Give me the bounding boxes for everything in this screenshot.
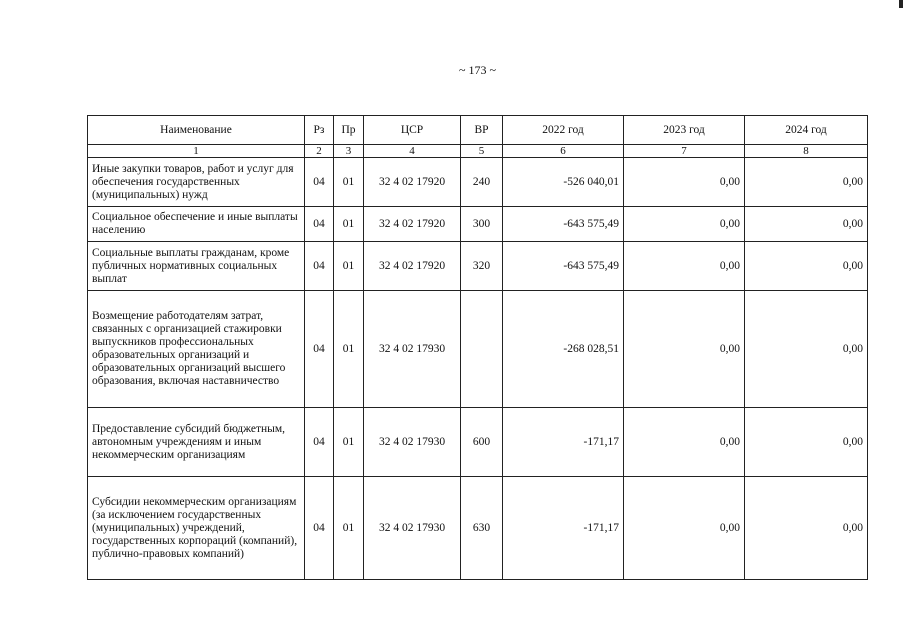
row-2023: 0,00: [624, 158, 745, 207]
row-2024: 0,00: [745, 291, 868, 408]
header-2024: 2024 год: [745, 116, 868, 145]
row-pr: 01: [334, 207, 364, 242]
column-number: 4: [364, 145, 461, 158]
column-number: 5: [461, 145, 503, 158]
header-2022: 2022 год: [503, 116, 624, 145]
row-2024: 0,00: [745, 207, 868, 242]
row-csr: 32 4 02 17920: [364, 158, 461, 207]
header-name: Наименование: [88, 116, 305, 145]
row-rz: 04: [305, 242, 334, 291]
row-2022: -643 575,49: [503, 207, 624, 242]
table-row: [88, 207, 868, 242]
row-vr: 300: [461, 207, 503, 242]
row-rz: 04: [305, 291, 334, 408]
row-2023: 0,00: [624, 477, 745, 580]
column-number: 3: [334, 145, 364, 158]
row-name: Иные закупки товаров, работ и услуг для обеспечения государственных (муниципальных) нужд: [88, 158, 305, 207]
table-row: [88, 408, 868, 477]
row-name: Субсидии некоммерческим организациям (за исключением государственных (муниципальных) учреждений, государственных корпораций (компаний), публично-правовых компаний): [88, 477, 305, 580]
table-row: [88, 242, 868, 291]
header-rz: Рз: [305, 116, 334, 145]
row-2024: 0,00: [745, 477, 868, 580]
row-vr: 600: [461, 408, 503, 477]
column-number: 2: [305, 145, 334, 158]
header-2023: 2023 год: [624, 116, 745, 145]
budget-table: [87, 115, 868, 580]
row-csr: 32 4 02 17920: [364, 207, 461, 242]
table-row: [88, 477, 868, 580]
row-2022: -171,17: [503, 408, 624, 477]
scan-edge-mark: [899, 0, 903, 8]
page-number: ~ 173 ~: [459, 63, 496, 77]
row-rz: 04: [305, 408, 334, 477]
row-2022: -643 575,49: [503, 242, 624, 291]
header-csr: ЦСР: [364, 116, 461, 145]
table-row: [88, 158, 868, 207]
row-2024: 0,00: [745, 408, 868, 477]
row-rz: 04: [305, 207, 334, 242]
row-vr: 630: [461, 477, 503, 580]
header-pr: Пр: [334, 116, 364, 145]
column-number: 8: [745, 145, 868, 158]
row-pr: 01: [334, 291, 364, 408]
row-csr: 32 4 02 17930: [364, 291, 461, 408]
row-2022: -526 040,01: [503, 158, 624, 207]
row-vr: 240: [461, 158, 503, 207]
row-rz: 04: [305, 158, 334, 207]
row-pr: 01: [334, 408, 364, 477]
row-2023: 0,00: [624, 207, 745, 242]
row-vr: 320: [461, 242, 503, 291]
row-csr: 32 4 02 17930: [364, 408, 461, 477]
row-vr: [461, 291, 503, 408]
row-csr: 32 4 02 17920: [364, 242, 461, 291]
row-2023: 0,00: [624, 242, 745, 291]
row-name: Возмещение работодателям затрат, связанных с организацией стажировки выпускников профессиональных образовательных организаций и образовательных организаций высшего образования, включая наставничество: [88, 291, 305, 408]
row-pr: 01: [334, 158, 364, 207]
row-rz: 04: [305, 477, 334, 580]
row-2024: 0,00: [745, 242, 868, 291]
row-2022: -268 028,51: [503, 291, 624, 408]
row-name: Социальное обеспечение и иные выплаты населению: [88, 207, 305, 242]
column-number: 6: [503, 145, 624, 158]
header-row: [88, 116, 868, 145]
row-2023: 0,00: [624, 291, 745, 408]
row-csr: 32 4 02 17930: [364, 477, 461, 580]
row-name: Социальные выплаты гражданам, кроме публичных нормативных социальных выплат: [88, 242, 305, 291]
row-name: Предоставление субсидий бюджетным, автономным учреждениям и иным некоммерческим организациям: [88, 408, 305, 477]
header-vr: ВР: [461, 116, 503, 145]
column-number-row: [88, 145, 868, 158]
table-row: [88, 291, 868, 408]
row-2023: 0,00: [624, 408, 745, 477]
row-2024: 0,00: [745, 158, 868, 207]
column-number: 1: [88, 145, 305, 158]
column-number: 7: [624, 145, 745, 158]
row-pr: 01: [334, 242, 364, 291]
row-pr: 01: [334, 477, 364, 580]
row-2022: -171,17: [503, 477, 624, 580]
